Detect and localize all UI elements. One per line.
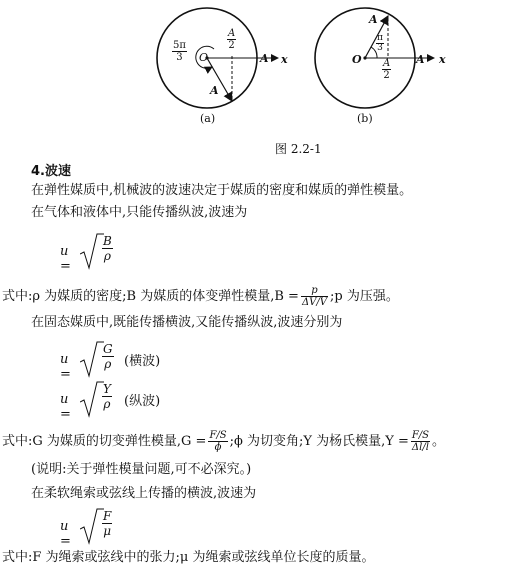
paragraph-4: (说明:关于弹性模量问题,可不必深究。) (31, 462, 252, 477)
axis-label-b: x (439, 53, 446, 66)
paragraph-3: 在固态媒质中,既能传播横波,又能传播纵波,波速分别为 (31, 315, 343, 330)
amplitude-half-label-b: $\frac{A}{2}$ (383, 58, 391, 81)
caption-b: (b) (357, 112, 373, 125)
origin-label-b: O (352, 53, 362, 66)
paragraph-5: 在柔软绳索或弦线上传播的横波,波速为 (31, 486, 257, 501)
note-1: 式中:ρ 为媒质的密度;B 为媒质的体变弹性模量,B = $\frac{p}{\Delta V/V}$ ;p 为压强。 (2, 285, 399, 308)
note-2: 式中:G 为媒质的切变弹性模量,G = $\frac{F/S}{\phi}$ ;ϕ 为切变角;Y 为杨氏模量,Y = $\frac{F/S}{\Delta l/l}$ 。 (2, 430, 446, 453)
section-heading: 4.波速 (31, 164, 71, 179)
caption-a: (a) (200, 112, 216, 125)
figure-2-2-1 (0, 0, 517, 150)
amplitude-label-b: A (416, 53, 425, 66)
figure-title: 图 2.2-1 (275, 142, 322, 156)
angle-label-a: $\frac{5\pi}{3}$ (173, 40, 186, 63)
axis-label-a: x (281, 53, 288, 66)
paragraph-1: 在弹性媒质中,机械波的波速决定于媒质的密度和媒质的弹性模量。 (31, 183, 413, 198)
note-3: 式中:F 为绳索或弦线中的张力;μ 为绳索或弦线单位长度的质量。 (2, 550, 375, 565)
vector-label-b: A (369, 13, 378, 26)
paragraph-2: 在气体和液体中,只能传播纵波,波速为 (31, 205, 248, 220)
angle-label-b: $\frac{\pi}{3}$ (377, 33, 383, 53)
vector-label-a: A (210, 84, 219, 97)
origin-label-a: O (199, 51, 209, 64)
amplitude-label-a: A (260, 52, 269, 65)
amplitude-half-label-a: $\frac{A}{2}$ (228, 28, 236, 51)
